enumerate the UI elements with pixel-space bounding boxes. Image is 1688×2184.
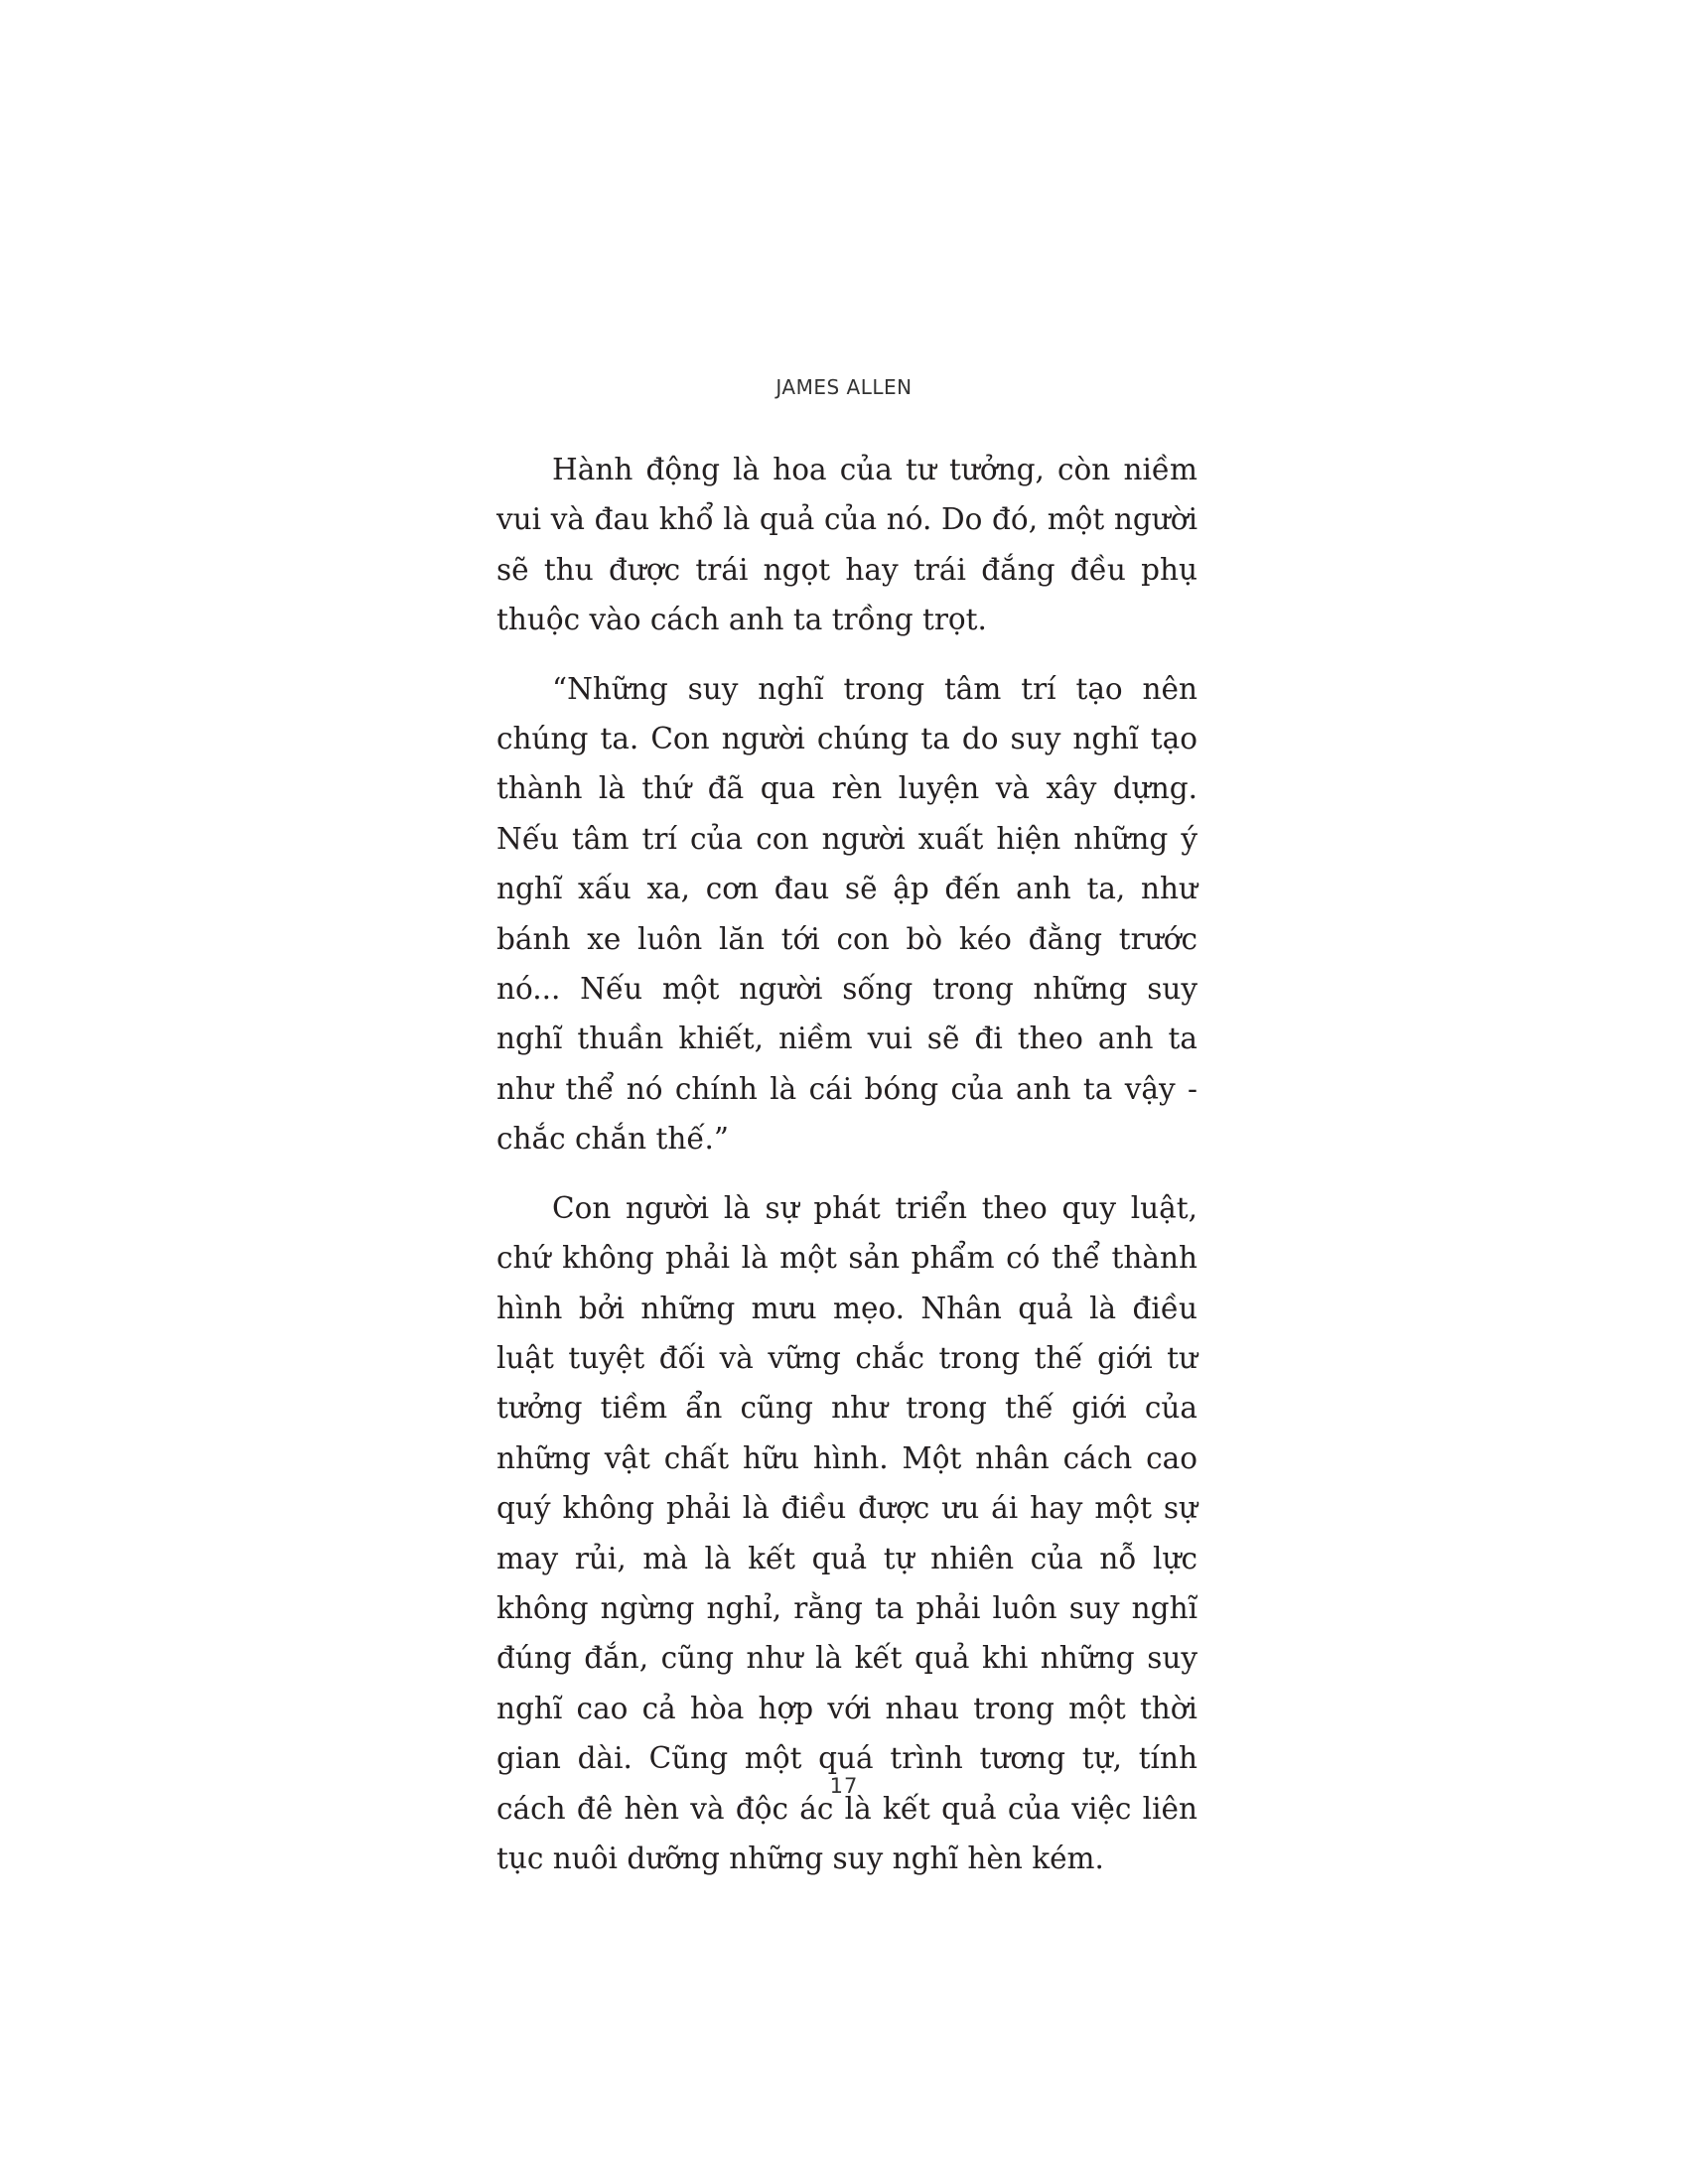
- paragraph: Con người là sự phát triển theo quy luật, chứ không phải là một sản phẩm có thể thành hình bởi những mưu mẹo. Nhân quả là điều luật tuyệt đối và vững chắc trong thế giới tư tưởng tiềm ẩn cũng như trong thế giới của những vật chất hữu hình. Một nhân cách cao quý không phải là điều được ưu ái hay một sự may rủi, mà là kết quả tự nhiên của nỗ lực không ngừng nghỉ, rằng ta phải luôn suy nghĩ đúng đắn, cũng như là kết quả khi những suy nghĩ cao cả hòa hợp với nhau trong một thời gian dài. Cũng một quá trình tương tự, tính cách đê hèn và độc ác là kết quả của việc liên tục nuôi dưỡng những suy nghĩ hèn kém.: [496, 1190, 1197, 1875]
- page-number: 17: [829, 1774, 859, 1798]
- paragraph: “Những suy nghĩ trong tâm trí tạo nên chúng ta. Con người chúng ta do suy nghĩ tạo thành là thứ đã qua rèn luyện và xây dựng. Nếu tâm trí của con người xuất hiện những ý nghĩ xấu xa, cơn đau sẽ ập đến anh ta, như bánh xe luôn lăn tới con bò kéo đằng trước nó... Nếu một người sống trong những suy nghĩ thuần khiết, niềm vui sẽ đi theo anh ta như thể nó chính là cái bóng của anh ta vậy - chắc chắn thế.”: [496, 671, 1197, 1157]
- paragraph: Hành động là hoa của tư tưởng, còn niềm vui và đau khổ là quả của nó. Do đó, một người sẽ thu được trái ngọt hay trái đắng đều phụ thuộc vào cách anh ta trồng trọt.: [496, 453, 1197, 637]
- running-head: JAMES ALLEN: [775, 375, 913, 399]
- body-text: [496, 445, 1197, 1902]
